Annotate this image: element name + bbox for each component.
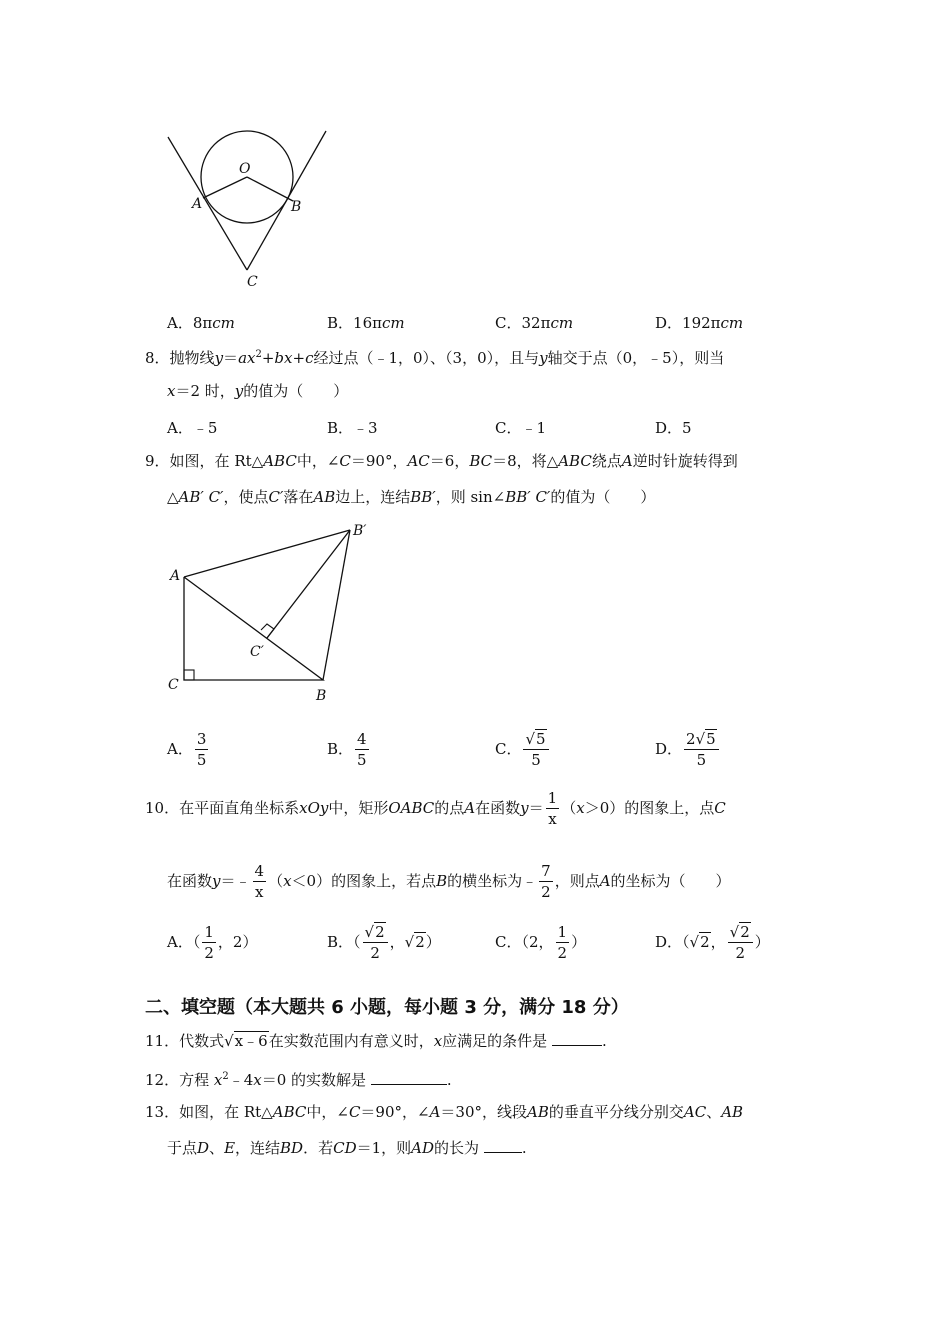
option-letter: D． xyxy=(655,740,683,758)
var: x xyxy=(167,382,176,400)
option-letter: D． xyxy=(655,933,683,951)
radicand: x﹣6 xyxy=(234,1032,268,1050)
text: ＞0）的图象上，点 xyxy=(584,799,715,817)
sqrt: √x﹣6 xyxy=(224,1032,268,1050)
var: D xyxy=(197,1139,210,1157)
numerator: 4 xyxy=(357,730,367,748)
var: ABC xyxy=(263,452,297,470)
denominator: x xyxy=(255,883,264,901)
denominator: 2 xyxy=(557,944,568,962)
q10-option-a[interactable] xyxy=(167,925,257,961)
var: y xyxy=(212,872,221,890)
option-letter: C． xyxy=(495,933,522,951)
text: 应满足的条件是 xyxy=(442,1032,548,1050)
text: 的坐标为（ ） xyxy=(610,872,731,890)
text: ） xyxy=(571,933,587,951)
q8-line-2 xyxy=(167,381,348,401)
q9-option-b[interactable] xyxy=(327,732,371,768)
var: ABC xyxy=(558,452,592,470)
option-letter: A． xyxy=(167,933,193,951)
q7-option-d[interactable] xyxy=(655,312,743,333)
var: x xyxy=(576,799,585,817)
label-o: O xyxy=(239,161,251,177)
text: ） xyxy=(754,933,770,951)
question-number: 12． xyxy=(145,1071,180,1089)
denominator: 5 xyxy=(696,751,707,769)
var: OABC xyxy=(388,799,435,817)
q10-option-d[interactable] xyxy=(655,925,770,961)
text: . xyxy=(601,1032,607,1050)
text: ， xyxy=(389,933,405,951)
text: ．若 xyxy=(303,1139,334,1157)
label-b: B xyxy=(316,688,327,704)
q7-option-a[interactable] xyxy=(167,312,235,333)
q12-line xyxy=(145,1067,452,1090)
sqrt: √2 xyxy=(364,923,385,941)
radicand: 2 xyxy=(415,933,425,951)
option-value: 192π xyxy=(682,314,721,332)
text: 、 xyxy=(209,1139,225,1157)
denominator: x xyxy=(548,810,557,828)
text: ，使点 xyxy=(223,488,269,506)
var: AB xyxy=(313,488,336,506)
label-c: C xyxy=(168,677,179,693)
var: x xyxy=(433,1032,443,1050)
var: AC xyxy=(407,452,430,470)
option-letter: B． xyxy=(327,933,354,951)
tangent-line-cb xyxy=(247,131,326,270)
text: ，则点 xyxy=(554,872,600,890)
text: 方程 xyxy=(179,1071,210,1089)
var: AC xyxy=(683,1103,707,1121)
text: （ xyxy=(561,799,577,817)
text: ＝30°，线段 xyxy=(440,1103,528,1121)
segment-ab-prime xyxy=(184,530,350,577)
text: 逆时针旋转得到 xyxy=(632,452,738,470)
radius-oa xyxy=(203,177,247,198)
q13-line-1 xyxy=(145,1102,743,1122)
exponent: 2 xyxy=(222,1071,229,1082)
text: （ xyxy=(192,933,201,951)
text: 中，∠ xyxy=(306,1103,349,1121)
q10-line-1 xyxy=(145,790,726,827)
option-letter: A． xyxy=(167,314,193,332)
text: ＝90°，∠ xyxy=(360,1103,430,1121)
text: （ xyxy=(268,872,284,890)
var: c xyxy=(305,349,314,367)
coefficient: 2 xyxy=(686,730,696,748)
var: A xyxy=(464,799,476,817)
q8-option-b[interactable]: B．﹣3 xyxy=(327,419,378,437)
var: AB xyxy=(721,1103,744,1121)
numerator: 1 xyxy=(547,789,558,807)
sqrt: √2 xyxy=(404,933,425,951)
text: 落在 xyxy=(283,488,314,506)
text: 的值为（ ） xyxy=(243,382,349,400)
q7-circle-tangent-figure xyxy=(160,125,340,295)
answer-blank[interactable] xyxy=(371,1070,447,1085)
text: ，则 sin∠ xyxy=(435,488,506,506)
text: 经过点（﹣1，0）、（3，0），且与 xyxy=(313,349,540,367)
q9-option-a[interactable] xyxy=(167,732,210,768)
q9-line-2 xyxy=(167,487,655,507)
fraction xyxy=(523,732,548,768)
numerator xyxy=(728,925,753,943)
var: y xyxy=(234,382,244,400)
q7-option-c[interactable] xyxy=(495,312,573,333)
q10-line-2 xyxy=(167,863,731,900)
numerator: 4 xyxy=(254,862,265,880)
denominator: 2 xyxy=(204,944,214,962)
label-c: C xyxy=(247,274,258,290)
text: 在平面直角坐标系 xyxy=(179,799,300,817)
option-letter: D． xyxy=(655,314,683,332)
text: ﹣4 xyxy=(228,1071,254,1089)
denominator: 5 xyxy=(531,751,541,769)
var: xOy xyxy=(299,799,329,817)
text: ，2） xyxy=(217,933,258,951)
var: C xyxy=(714,799,726,817)
var: AB′ C′ xyxy=(178,488,224,506)
text: ＜0）的图象上，若点 xyxy=(291,872,437,890)
numerator: 1 xyxy=(557,923,568,941)
text: ＝ xyxy=(528,799,544,817)
text: △ xyxy=(167,488,179,506)
numerator xyxy=(684,732,719,750)
text: ＝2 时， xyxy=(175,382,235,400)
text: 的长为 xyxy=(434,1139,480,1157)
text: 如图，在 Rt△ xyxy=(169,452,264,470)
answer-blank[interactable] xyxy=(552,1031,602,1046)
label-a: A xyxy=(192,196,203,212)
option-letter: A． xyxy=(167,740,193,758)
sqrt: √2 xyxy=(729,923,750,941)
fraction xyxy=(363,925,388,961)
question-number: 13． xyxy=(145,1103,180,1121)
text: 代数式 xyxy=(179,1032,225,1050)
q8-option-c[interactable]: C．﹣1 xyxy=(495,419,547,437)
text: 在实数范围内有意义时， xyxy=(268,1032,434,1050)
var: AD xyxy=(411,1139,435,1157)
section-heading: 二、填空题（本大题共 6 小题，每小题 3 分，满分 18 分） xyxy=(145,997,629,1018)
option-letter: B． xyxy=(327,740,354,758)
q8-option-d[interactable]: D．5 xyxy=(655,419,692,437)
text: （2， xyxy=(521,933,554,951)
text: ） xyxy=(425,933,441,951)
numerator: 1 xyxy=(204,923,214,941)
text: 边上，连结 xyxy=(335,488,411,506)
question-number: 10． xyxy=(145,799,180,817)
q10-option-b[interactable] xyxy=(327,925,441,961)
var: A xyxy=(429,1103,441,1121)
tangent-line-ca xyxy=(168,137,247,270)
q9-rotation-figure xyxy=(160,518,390,708)
q9-line-1 xyxy=(145,451,738,471)
fraction xyxy=(539,864,553,900)
option-unit: cm xyxy=(381,314,405,332)
text: ＝6， xyxy=(429,452,470,470)
text: ， xyxy=(710,933,726,951)
var: x xyxy=(213,1071,223,1089)
text: . xyxy=(521,1139,527,1157)
fraction xyxy=(546,791,560,827)
option-letter: C． xyxy=(495,740,522,758)
q9-option-d[interactable] xyxy=(655,732,721,768)
text: 中，矩形 xyxy=(328,799,389,817)
option-letter: C． xyxy=(495,314,522,332)
var: ax xyxy=(238,349,256,367)
var: y xyxy=(539,349,548,367)
sqrt: √5 xyxy=(525,730,546,748)
fraction xyxy=(253,864,267,900)
option-unit: cm xyxy=(550,314,574,332)
text: 抛物线 xyxy=(169,349,215,367)
text: ＝8，将△ xyxy=(492,452,559,470)
answer-blank[interactable] xyxy=(484,1138,522,1153)
radius-ob xyxy=(247,177,293,201)
exponent: 2 xyxy=(255,349,262,360)
numerator xyxy=(523,732,548,750)
numerator xyxy=(363,925,388,943)
q13-line-2 xyxy=(167,1138,527,1158)
text: + xyxy=(261,349,275,367)
fraction xyxy=(195,732,209,768)
option-value: 16π xyxy=(353,314,382,332)
option-unit: cm xyxy=(212,314,235,332)
var: x xyxy=(253,1071,262,1089)
q8-option-a[interactable]: A．﹣5 xyxy=(167,419,218,437)
text: （ xyxy=(353,933,361,951)
var: y xyxy=(214,349,224,367)
fraction xyxy=(684,732,719,768)
denominator: 2 xyxy=(735,944,745,962)
text: 轴交于点（0，﹣5），则当 xyxy=(547,349,725,367)
var: y xyxy=(520,799,529,817)
denominator: 2 xyxy=(541,883,551,901)
question-number: 8． xyxy=(145,349,170,367)
label-c-prime: C′ xyxy=(250,644,264,660)
text: + xyxy=(292,349,306,367)
q7-option-b[interactable] xyxy=(327,312,405,333)
var: E xyxy=(224,1139,236,1157)
option-letter: B． xyxy=(327,314,354,332)
fraction xyxy=(728,925,753,961)
text: 、 xyxy=(706,1103,722,1121)
var: B xyxy=(436,872,448,890)
sqrt: √2 xyxy=(689,933,710,951)
radicand: 2 xyxy=(375,923,385,941)
option-value: 32π xyxy=(521,314,551,332)
text: . xyxy=(446,1071,452,1089)
radicand: 5 xyxy=(536,730,546,748)
text: 中，∠ xyxy=(296,452,340,470)
denominator: 5 xyxy=(357,751,367,769)
text: （ xyxy=(682,933,690,951)
text: ＝90°， xyxy=(350,452,408,470)
fraction xyxy=(355,732,369,768)
text: 的横坐标为﹣ xyxy=(447,872,538,890)
var: BB′ xyxy=(410,488,436,506)
text: ＝0 的实数解是 xyxy=(261,1071,367,1089)
q10-option-c[interactable] xyxy=(495,925,586,961)
label-b-prime: B′ xyxy=(353,523,367,539)
q8-line-1 xyxy=(145,345,724,368)
radicand: 2 xyxy=(740,923,750,941)
text: ，连结 xyxy=(235,1139,281,1157)
option-value: 8π xyxy=(192,314,213,332)
text: 绕点 xyxy=(591,452,622,470)
text: 的垂直平分线分别交 xyxy=(548,1103,684,1121)
var: C xyxy=(339,452,351,470)
var: BC xyxy=(469,452,493,470)
label-a: A xyxy=(170,568,181,584)
var: A xyxy=(621,452,633,470)
var: AB xyxy=(527,1103,549,1121)
text: 在函数 xyxy=(167,872,213,890)
fraction xyxy=(556,925,570,961)
question-number: 9． xyxy=(145,452,170,470)
fraction xyxy=(202,925,216,961)
var: BB′ C′ xyxy=(505,488,551,506)
var: x xyxy=(283,872,292,890)
radicand: 5 xyxy=(706,730,716,748)
var: C′ xyxy=(268,488,284,506)
radicand: 2 xyxy=(700,933,710,951)
var: CD xyxy=(333,1139,357,1157)
var: A xyxy=(599,872,611,890)
q9-option-c[interactable] xyxy=(495,732,551,768)
text: 如图，在 Rt△ xyxy=(179,1103,273,1121)
var: C xyxy=(348,1103,361,1121)
q11-line xyxy=(145,1031,607,1051)
text: 在函数 xyxy=(475,799,521,817)
text: ＝1，则 xyxy=(356,1139,412,1157)
numerator: 7 xyxy=(541,862,551,880)
segment-b-prime-b xyxy=(323,530,350,680)
right-angle-mark-c xyxy=(184,670,194,680)
text: 的点 xyxy=(434,799,465,817)
var: bx xyxy=(274,349,293,367)
label-b: B xyxy=(291,199,302,215)
denominator: 5 xyxy=(196,751,207,769)
denominator: 2 xyxy=(370,944,380,962)
text: ＝ xyxy=(223,349,239,367)
numerator: 3 xyxy=(196,730,207,748)
text: 的值为（ ） xyxy=(550,488,656,506)
segment-b-prime-c-prime xyxy=(267,530,350,638)
var: ABC xyxy=(272,1103,307,1121)
text: ＝﹣ xyxy=(220,872,251,890)
var: BD xyxy=(280,1139,304,1157)
text: 于点 xyxy=(167,1139,198,1157)
question-number: 11． xyxy=(145,1032,180,1050)
sqrt: √5 xyxy=(695,730,716,748)
option-unit: cm xyxy=(720,314,744,332)
